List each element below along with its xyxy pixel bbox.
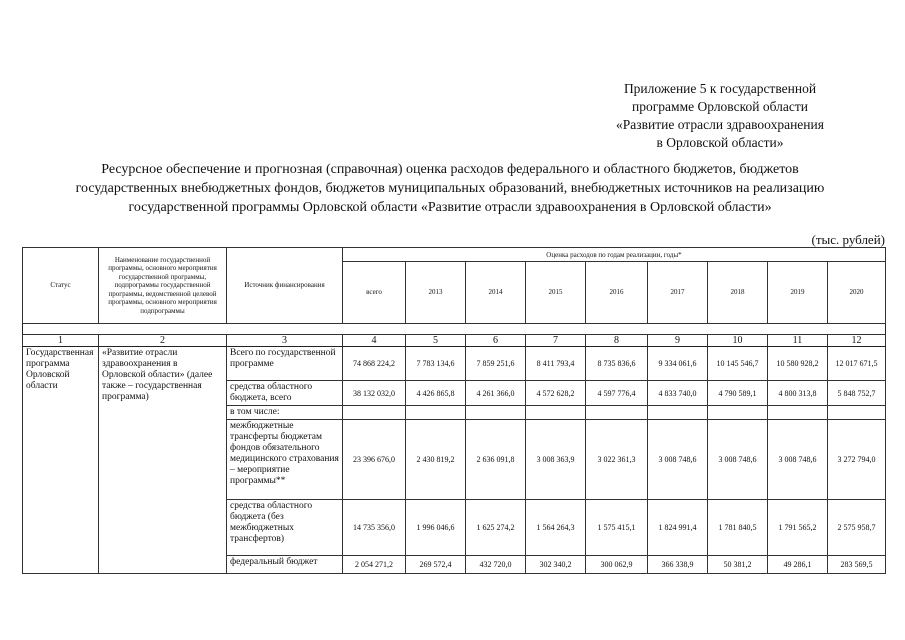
table-row: [23, 347, 886, 381]
value-cell: 10 580 928,2: [768, 347, 828, 381]
appendix-line: Приложение 5 к государственной: [623, 81, 817, 96]
value-cell: 4 597 776,4: [586, 381, 648, 406]
value-cell: 10 145 546,7: [708, 347, 768, 381]
funding-source: средства областного бюджета (без межбюджетных трансфертов): [227, 500, 343, 556]
value-cell: 12 017 671,5: [828, 347, 886, 381]
value-cell: 432 720,0: [466, 556, 526, 574]
header-name: Наименование государственной программы, основного мероприятия государственной программы, подпрограммы государственной программы, ведомственной целевой программы, основного мероприятия подпрограммы: [99, 248, 227, 324]
header-year: 2016: [586, 262, 648, 324]
value-cell: 49 286,1: [768, 556, 828, 574]
title-line: государственных внебюджетных фондов, бюджетов муниципальных образований, внебюджетных источников на реализацию: [75, 181, 825, 196]
value-cell: [708, 406, 768, 420]
value-cell: 7 859 251,6: [466, 347, 526, 381]
value-cell: 8 735 836,6: [586, 347, 648, 381]
appendix-line: программе Орловской области: [632, 99, 808, 114]
value-cell: 8 411 793,4: [526, 347, 586, 381]
column-number: 12: [828, 335, 886, 347]
value-cell: 300 062,9: [586, 556, 648, 574]
value-cell: 302 340,2: [526, 556, 586, 574]
column-number: 2: [99, 335, 227, 347]
value-cell: 2 054 271,2: [343, 556, 406, 574]
value-cell: [406, 406, 466, 420]
header-year: 2019: [768, 262, 828, 324]
value-cell: 366 338,9: [648, 556, 708, 574]
value-cell: 3 008 748,6: [768, 420, 828, 500]
column-number: 9: [648, 335, 708, 347]
value-cell: [466, 406, 526, 420]
value-cell: 50 381,2: [708, 556, 768, 574]
column-number: 4: [343, 335, 406, 347]
funding-source: межбюджетные трансферты бюджетам фондов обязательного медицинского страхования – мероприятие программы**: [227, 420, 343, 500]
column-number: 10: [708, 335, 768, 347]
appendix-line: «Развитие отрасли здравоохранения: [616, 117, 824, 132]
value-cell: 1 575 415,1: [586, 500, 648, 556]
value-cell: 2 575 958,7: [828, 500, 886, 556]
appendix-caption: [560, 80, 880, 152]
value-cell: 4 790 589,1: [708, 381, 768, 406]
funding-source: в том числе:: [227, 406, 343, 420]
title-line: Ресурсное обеспечение и прогнозная (справочная) оценка расходов федерального и областного бюджетов, бюджетов: [101, 162, 799, 177]
value-cell: 5 848 752,7: [828, 381, 886, 406]
value-cell: 74 868 224,2: [343, 347, 406, 381]
value-cell: 9 334 061,6: [648, 347, 708, 381]
value-cell: 4 426 865,8: [406, 381, 466, 406]
appendix-line: в Орловской области»: [656, 135, 784, 150]
funding-source: средства областного бюджета, всего: [227, 381, 343, 406]
funding-source: Всего по государственной программе: [227, 347, 343, 381]
value-cell: 269 572,4: [406, 556, 466, 574]
header-estimate: Оценка расходов по годам реализации, годы*: [343, 248, 886, 262]
column-number: 11: [768, 335, 828, 347]
value-cell: 4 800 313,8: [768, 381, 828, 406]
header-status: Статус: [23, 248, 99, 324]
units-label: (тыс. рублей): [811, 232, 885, 247]
program-status: Государственная программа Орловской области: [23, 347, 99, 574]
value-cell: 3 008 748,6: [648, 420, 708, 500]
value-cell: 4 833 740,0: [648, 381, 708, 406]
header-source: Источник финансирования: [227, 248, 343, 324]
value-cell: 1 625 274,2: [466, 500, 526, 556]
value-cell: [586, 406, 648, 420]
document-title: [20, 160, 880, 217]
column-number: 5: [406, 335, 466, 347]
value-cell: 4 261 366,0: [466, 381, 526, 406]
header-year: 2014: [466, 262, 526, 324]
value-cell: 2 430 819,2: [406, 420, 466, 500]
column-number: 6: [466, 335, 526, 347]
value-cell: 3 022 361,3: [586, 420, 648, 500]
program-name: «Развитие отрасли здравоохранения в Орловской области» (далее также – государственная программа): [99, 347, 227, 574]
value-cell: [343, 406, 406, 420]
value-cell: 2 636 091,8: [466, 420, 526, 500]
header-year: 2013: [406, 262, 466, 324]
column-number: 1: [23, 335, 99, 347]
value-cell: [648, 406, 708, 420]
value-cell: 23 396 676,0: [343, 420, 406, 500]
value-cell: 14 735 356,0: [343, 500, 406, 556]
value-cell: 38 132 032,0: [343, 381, 406, 406]
value-cell: 4 572 628,2: [526, 381, 586, 406]
funding-source: федеральный бюджет: [227, 556, 343, 574]
header-total: всего: [343, 262, 406, 324]
value-cell: 1 824 991,4: [648, 500, 708, 556]
header-year: 2018: [708, 262, 768, 324]
column-number: 8: [586, 335, 648, 347]
value-cell: 1 781 840,5: [708, 500, 768, 556]
column-number: 3: [227, 335, 343, 347]
table-gap: [23, 324, 886, 335]
value-cell: 3 008 748,6: [708, 420, 768, 500]
column-number: 7: [526, 335, 586, 347]
value-cell: [768, 406, 828, 420]
header-year: 2017: [648, 262, 708, 324]
value-cell: 3 272 794,0: [828, 420, 886, 500]
budget-table: [22, 247, 886, 574]
value-cell: 1 791 565,2: [768, 500, 828, 556]
value-cell: 283 569,5: [828, 556, 886, 574]
value-cell: [828, 406, 886, 420]
header-year: 2015: [526, 262, 586, 324]
title-line: государственной программы Орловской области «Развитие отрасли здравоохранения в Орловской области»: [128, 200, 772, 215]
value-cell: [526, 406, 586, 420]
value-cell: 1 564 264,3: [526, 500, 586, 556]
value-cell: 7 783 134,6: [406, 347, 466, 381]
value-cell: 1 996 046,6: [406, 500, 466, 556]
value-cell: 3 008 363,9: [526, 420, 586, 500]
header-year: 2020: [828, 262, 886, 324]
